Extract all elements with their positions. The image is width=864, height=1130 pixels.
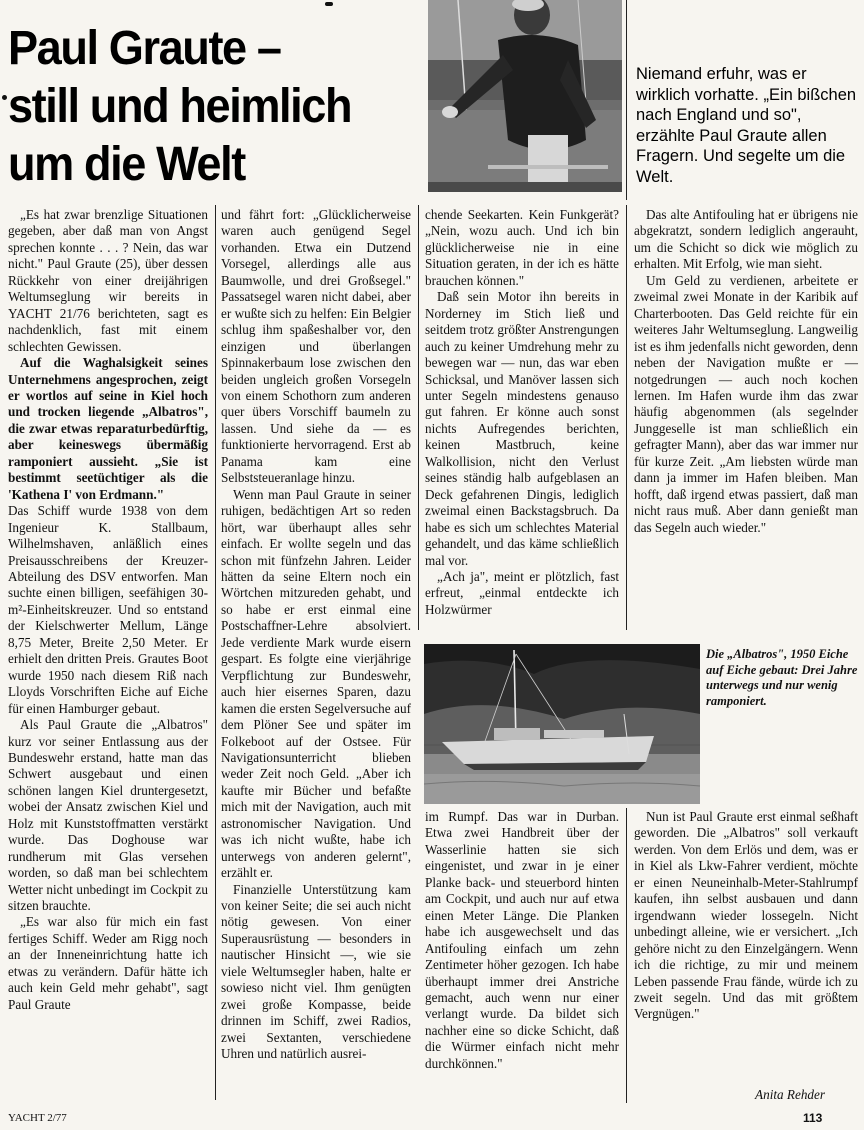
sailor-photo	[428, 0, 622, 192]
column-rule	[626, 205, 627, 630]
paragraph: Daß sein Motor ihn bereits in Norderney im Stich ließ und seitdem trotz größter Anstrengungen auch zu keiner Umdrehung mehr zu bewegen war — nun, das war eben Schicksal, und Manöver lassen sich unter Segeln mindestens genauso gut fahren. Er könne auch sonst nichts Aufregendes berichten, keinen Mastbruch, keine Walkollision, nicht den Verlust seines ständig halb aufgeblasen an Deck gefahrenen Dingis, lediglich zweimal einen Backstagsbruch. Da habe es sich um schlechtes Material gehandelt, und das käme schließlich mal vor.	[425, 289, 619, 568]
margin-mark	[2, 95, 7, 100]
column-rule	[626, 0, 627, 200]
paragraph: „Es war also für mich ein fast fertiges Schiff. Weder am Rigg noch an der Inneneinrichtung hatte ich etwas zu verändern. Dafür hätte ich auch kein Geld mehr gehabt", sagt Paul Graute	[8, 914, 208, 1012]
headline-line-1: Paul Graute –	[8, 22, 281, 75]
column-rule	[215, 205, 216, 1100]
paragraph: chende Seekarten. Kein Funkgerät? „Nein, wozu auch. Und ich bin glücklicherweise nie in eine Situation geraten, in der ich es hätte brauchen können."	[425, 207, 619, 288]
paragraph: Das alte Antifouling hat er übrigens nie abgekratzt, sondern lediglich angerauht, um die Schicht so dick wie möglich zu erhalten. Mit Erfolg, wie man sieht.	[634, 207, 858, 272]
intro-deck: Niemand erfuhr, was er wirklich vorhatte. „Ein bißchen nach England und so", erzählte Paul Graute allen Fragern. Und segelte um die Welt.	[636, 65, 857, 186]
paragraph: „Es hat zwar brenzlige Situationen gegeben, aber daß man von Angst sprechen konnte . . . ? Nein, das war nicht." Paul Graute (25), über dessen Rückkehr von einer dreijährigen Weltumseglung wir bereits in YACHT 21/76 berichteten, sagt es nachdenklich, fast mit einem schlechten Gewissen.	[8, 207, 208, 354]
photo-caption: Die „Albatros", 1950 Eiche auf Eiche gebaut: Drei Jahre unterwegs und nur wenig ramponiert.	[706, 647, 858, 708]
margin-mark	[325, 2, 333, 6]
column-rule	[626, 808, 627, 1103]
paragraph: im Rumpf. Das war in Durban. Etwa zwei Handbreit über der Wasserlinie hatten sie sich eingenistet, und zwar in je einer Planke back- und steuerbord hinten am Cockpit, und auch nur auf etwa einen Meter Länge. Die Planken habe ich ausgewechselt und das Antifouling einfach um zehn Zentimeter höher gezogen. Ich habe überhaupt immer drei Anstriche gemacht, auch wenn nur einer verlangt wurde. Da bildet sich nachher eine so dicke Schicht, daß die Würmer einfach nicht mehr durchkönnen."	[425, 809, 619, 1071]
article-column-4-top	[634, 207, 858, 536]
paragraph: Nun ist Paul Graute erst einmal seßhaft geworden. Die „Albatros" soll verkauft werden. Von dem Erlös und dem, was er in Kiel als Lkw-Fahrer verdient, möchte er einen Neuneinhalb-Meter-Stahlrumpf kaufen, ihn selbst ausbauen und dann irgendwann wieder lossegeln. Nicht unbedingt alleine, wie er versichert. „Ich gehöre nicht zu den Einzelgängern. Wenn ich die richtige, zu mir und meinem Leben passende Frau fände, würde ich zu zweit segeln. Und das mit größtem Vergnügen."	[634, 809, 858, 1022]
paragraph: Wenn man Paul Graute in seiner ruhigen, bedächtigen Art so reden hört, war überhaupt alles sehr einfach. Er wollte segeln und das schon mit fünfzehn Jahren. Leider hätten da seine Eltern noch ein Wörtchen mitzureden gehabt, und so habe er erst einmal eine Postschaffner-Lehre absolviert. Jede verdiente Mark wurde eisern gespart. Es folgte eine vierjährige Verpflichtung zur Bundeswehr, auch hier eisernes Sparen, dazu kamen die ersten Segelversuche auf dem Plöner See und später im Folkeboot auf der Ostsee. Für Navigationsunterricht blieben weder Zeit noch Geld. „Aber ich kaufte mir Bücher und befaßte mich mit der Navigation, auch mit astronomischer Navigation. Und was ich nicht wußte, habe ich unterwegs von anderen gelernt", erzählt er.	[221, 486, 411, 881]
footer-source: YACHT 2/77	[8, 1112, 67, 1124]
boat-photo	[424, 644, 700, 804]
article-column-2	[221, 207, 411, 1063]
headline-line-3: um die Welt	[8, 138, 245, 191]
article-column-4-bottom	[634, 809, 858, 1023]
paragraph: Um Geld zu verdienen, arbeitete er zweimal zwei Monate in der Karibik auf Charterbooten. Das Geld reichte für ein weiteres Jahr Weltumseglung. Langweilig ist es ihm jedenfalls nicht geworden, denn neben der Navigation mußte er — notgedrungen — auch noch kochen lernen. Im Hafen wurde ihm das zwar häufig abgenommen (als segelnder Junggeselle ist man schließlich ein gefragter Mann), aber das war immer nur für kurze Zeit. „Am liebsten würde man dann ja immer im Hafen bleiben. Man hofft, daß irgend etwas passiert, daß man nicht raus muß. Aber dann genießt man das Segeln auch wieder."	[634, 272, 858, 535]
headline-line-2: still und heimlich	[8, 80, 352, 133]
page-number: 113	[803, 1111, 823, 1125]
headline	[8, 20, 395, 194]
article-column-3-bottom	[425, 809, 619, 1072]
author-credit: Anita Rehder	[755, 1087, 825, 1102]
column-rule	[418, 205, 419, 630]
paragraph: Finanzielle Unterstützung kam von keiner Seite; die sei auch nicht nötig gewesen. Von einer Superausrüstung — besonders in nautischer Hinsicht —, wie sie viele Weltumsegler haben, halte er sowieso nicht viel. Ihm genügten zwei große Kompasse, beide drinnen im Schiff, zwei Radios, zwei Sextanten, verschiedene Uhren und natürlich ausrei-	[221, 881, 411, 1062]
paragraph: Als Paul Graute die „Albatros" kurz vor seiner Entlassung aus der Bundeswehr erstand, hatte man das Schwert ausgebaut und einen schönen langen Kiel druntergesetzt, wobei der Ansatz zwischen Kiel und Holz mit Kunststoffmatten verstärkt wurde. Das Doghouse war rundherum mit Glas versehen worden, so daß man bei schlechtem Wetter nicht unbedingt im Cockpit zu sitzen brauchte.	[8, 717, 208, 914]
article-column-3-top	[425, 207, 619, 618]
paragraph: und fährt fort: „Glücklicherweise waren auch genügend Segel vorhanden. Etwa ein Dutzend Vorsegel, allerdings alle aus Baumwolle, und drei Großsegel." Passatsegel waren nicht dabei, aber er wußte sich zu helfen: Ein Belgier schlug ihm spaßeshalber vor, den einzigen und überlangen Spinnakerbaum lose zwischen den beiden ungleich großen Vorsegeln von einem Schothorn zum anderen quer übers Vorschiff baumeln zu lassen. Und siehe da — es funktionierte hervorragend. Erst ab Panama kam eine Selbststeueranlage hinzu.	[221, 207, 411, 486]
paragraph: Das Schiff wurde 1938 von dem Ingenieur K. Stallbaum, Wilhelmshaven, anläßlich eines Preisausschreibens der Kreuzer-Abteilung des DSV entworfen. Man suchte einen billigen, seefähigen 30-m²-Einheitskreuzer. Und so entstand der Kielschwerter Mellum, Länge 8,75 Meter, Breite 2,50 Meter. Er erhielt den dritten Preis. Grautes Boot wurde 1950 nach diesem Riß nach Lloyds Vorschriften Eiche auf Eiche für einen Hamburger gebaut.	[8, 503, 208, 716]
paragraph: „Ach ja", meint er plötzlich, fast erfreut, „einmal entdeckte ich Holzwürmer	[425, 568, 619, 617]
article-column-1	[8, 207, 208, 1013]
paragraph: Auf die Waghalsigkeit seines Unternehmens angesprochen, zeigt er wortlos auf seine in Kiel hoch und trocken liegende „Albatros", die zwar etwas reparaturbedürftig, aber keineswegs übermäßig ramponiert aussieht. „Sie ist bestimmt seetüchtiger als die 'Kathena I' von Erdmann."	[8, 355, 208, 502]
